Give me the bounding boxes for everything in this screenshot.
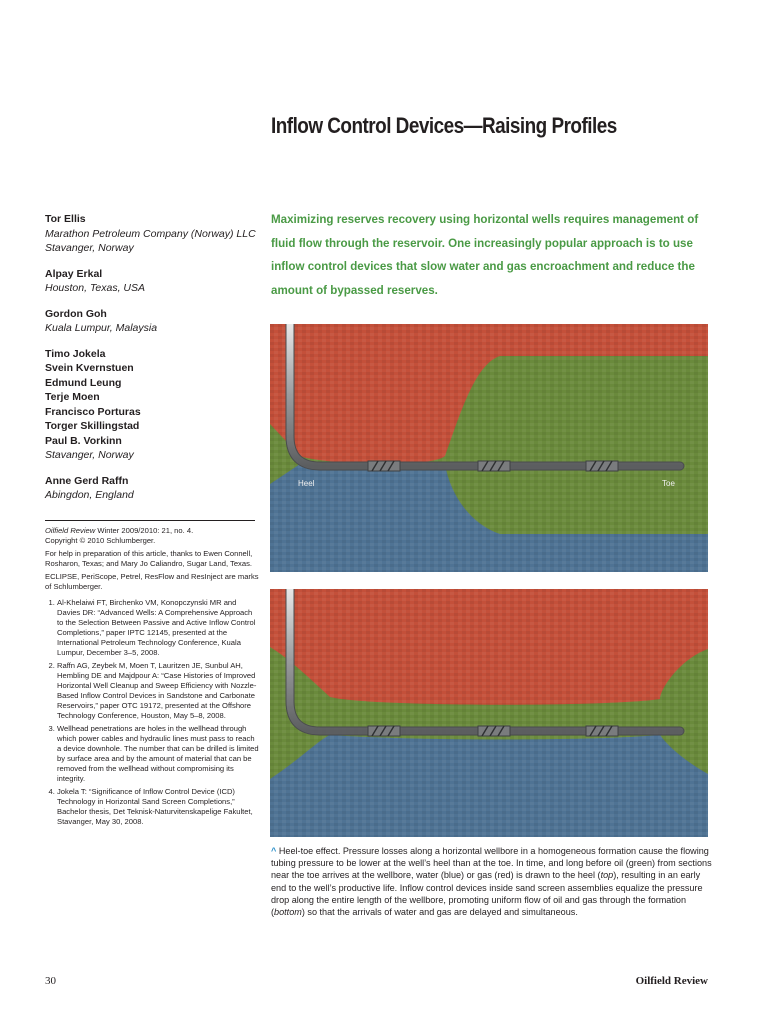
reference-item: 3. Wellhead penetrations are holes in the wellhead through which power cables and hydraulic lines must pass to reach a device downhole. The number that can be drilled is limited by surface area and by the amount of material that can be removed from the wellhead without compromising its integrity. <box>57 724 260 784</box>
citation-issue: Winter 2009/2010: 21, no. 4. <box>95 526 194 535</box>
article-deck: Maximizing reserves recovery using horizontal wells requires management of fluid flow through the reservoir. One increasingly popular approach is to use inflow control devices that slow water and gas encroachment and reduce the amount of bypassed reserves. <box>271 213 699 297</box>
author-name: Terje Moen <box>45 391 100 403</box>
icd-screen <box>368 461 400 471</box>
heel-toe-illustration <box>270 324 708 572</box>
reference-list <box>45 598 260 827</box>
toe-label: Toe <box>662 479 675 488</box>
caption-marker-icon: ^ <box>271 846 277 856</box>
author-name: Svein Kvernstuen <box>45 362 134 374</box>
author-name: Edmund Leung <box>45 376 122 389</box>
author-list <box>45 212 260 514</box>
icd-screen <box>478 461 510 471</box>
figure-bottom-panel <box>270 589 708 837</box>
caption-text: ), resulting in an early end to the well’s productive life. Inflow control devices inside sand screen assemblies equalize the pressure drop along the entire length of the wellbore, promoting uniform flow of oil and gas through the formation ( <box>271 870 703 918</box>
author-name: Timo Jokela <box>45 347 106 360</box>
author-group <box>45 347 260 463</box>
author-name: Alpay Erkal <box>45 267 103 280</box>
reference-item: 4. Jokela T: “Significance of Inflow Control Device (ICD) Technology in Horizontal Sand Screen Completions,” Bachelor thesis, Det Teknisk-Naturvitenskapelige Fakultet, Stavanger, May 30, 2008. <box>57 787 260 827</box>
author-affiliation: Houston, Texas, USA <box>45 282 145 294</box>
article-title: Inflow Control Devices—Raising Profiles <box>271 113 617 138</box>
author-group <box>45 307 260 336</box>
figure-caption <box>271 845 717 918</box>
reference-item: 2. Raffn AG, Zeybek M, Moen T, Lauritzen JE, Sunbul AH, Hembling DE and Majdpour A: “Case Histories of Improved Horizontal Well Cleanup and Sweep Efficiency with Nozzle-Based Inflow Control Devices in Sandstone and Carbonate Reservoirs,” paper OTC 19172, presented at the Offshore Technology Conference, Houston, May 5–8, 2008. <box>57 661 260 721</box>
acknowledgment: For help in preparation of this article, thanks to Ewen Connell, Rosharon, Texas; and Mary Jo Caliandro, Sugar Land, Texas. <box>45 549 253 568</box>
author-affiliation: Kuala Lumpur, Malaysia <box>45 322 158 334</box>
trademark-note: ECLIPSE, PeriScope, Petrel, ResFlow and ResInject are marks of Schlumberger. <box>45 572 259 591</box>
uniform-inflow-illustration <box>270 589 708 837</box>
running-footer: Oilfield Review <box>635 975 708 987</box>
author-name: Francisco Porturas <box>45 405 141 418</box>
author-affiliation: Stavanger, Norway <box>45 242 134 254</box>
icd-screen <box>368 726 400 736</box>
reference-item: 1. Al-Khelaiwi FT, Birchenko VM, Konopczynski MR and Davies DR: “Advanced Wells: A Comprehensive Approach to the Selection Between Passive and Active Inflow Control Completions,” paper IPTC 12145, presented at the International Petroleum Technology Conference, Kuala Lumpur, December 3–5, 2008. <box>57 598 260 658</box>
author-name: Torger Skillingstad <box>45 420 140 432</box>
author-affiliation: Abingdon, England <box>45 489 134 501</box>
author-group <box>45 474 260 503</box>
author-group <box>45 267 260 296</box>
citation-line <box>45 526 260 546</box>
caption-text: ) so that the arrivals of water and gas are delayed and simultaneous. <box>301 907 578 918</box>
author-group <box>45 212 260 256</box>
heel-label: Heel <box>298 479 315 488</box>
caption-emphasis: bottom <box>274 907 302 918</box>
copyright-line: Copyright © 2010 Schlumberger. <box>45 536 156 545</box>
author-name: Gordon Goh <box>45 307 107 320</box>
page-number: 30 <box>45 975 56 987</box>
rock-texture <box>270 589 708 837</box>
icd-screen <box>586 461 618 471</box>
footnotes <box>45 526 260 830</box>
notes-divider <box>45 520 255 521</box>
caption-text: Heel-toe effect. Pressure losses along a horizontal wellbore in a homogeneous formation cause the flowing tubing pressure to be lower at the well’s heel than at the toe. In time, and long before oil (green) from sections near the toe arrives at the wellbore, water (blue) or gas (red) is drawn to the heel ( <box>271 846 712 881</box>
author-affiliation: Stavanger, Norway <box>45 449 134 461</box>
rock-texture <box>270 324 708 572</box>
author-name: Paul B. Vorkinn <box>45 434 122 447</box>
author-name: Anne Gerd Raffn <box>45 474 129 487</box>
author-affiliation: Marathon Petroleum Company (Norway) LLC <box>45 227 256 240</box>
author-name: Tor Ellis <box>45 213 86 225</box>
figure-top-panel <box>270 324 708 572</box>
caption-emphasis: top <box>600 870 614 881</box>
icd-screen <box>586 726 618 736</box>
icd-screen <box>478 726 510 736</box>
citation-journal: Oilfield Review <box>45 526 96 535</box>
